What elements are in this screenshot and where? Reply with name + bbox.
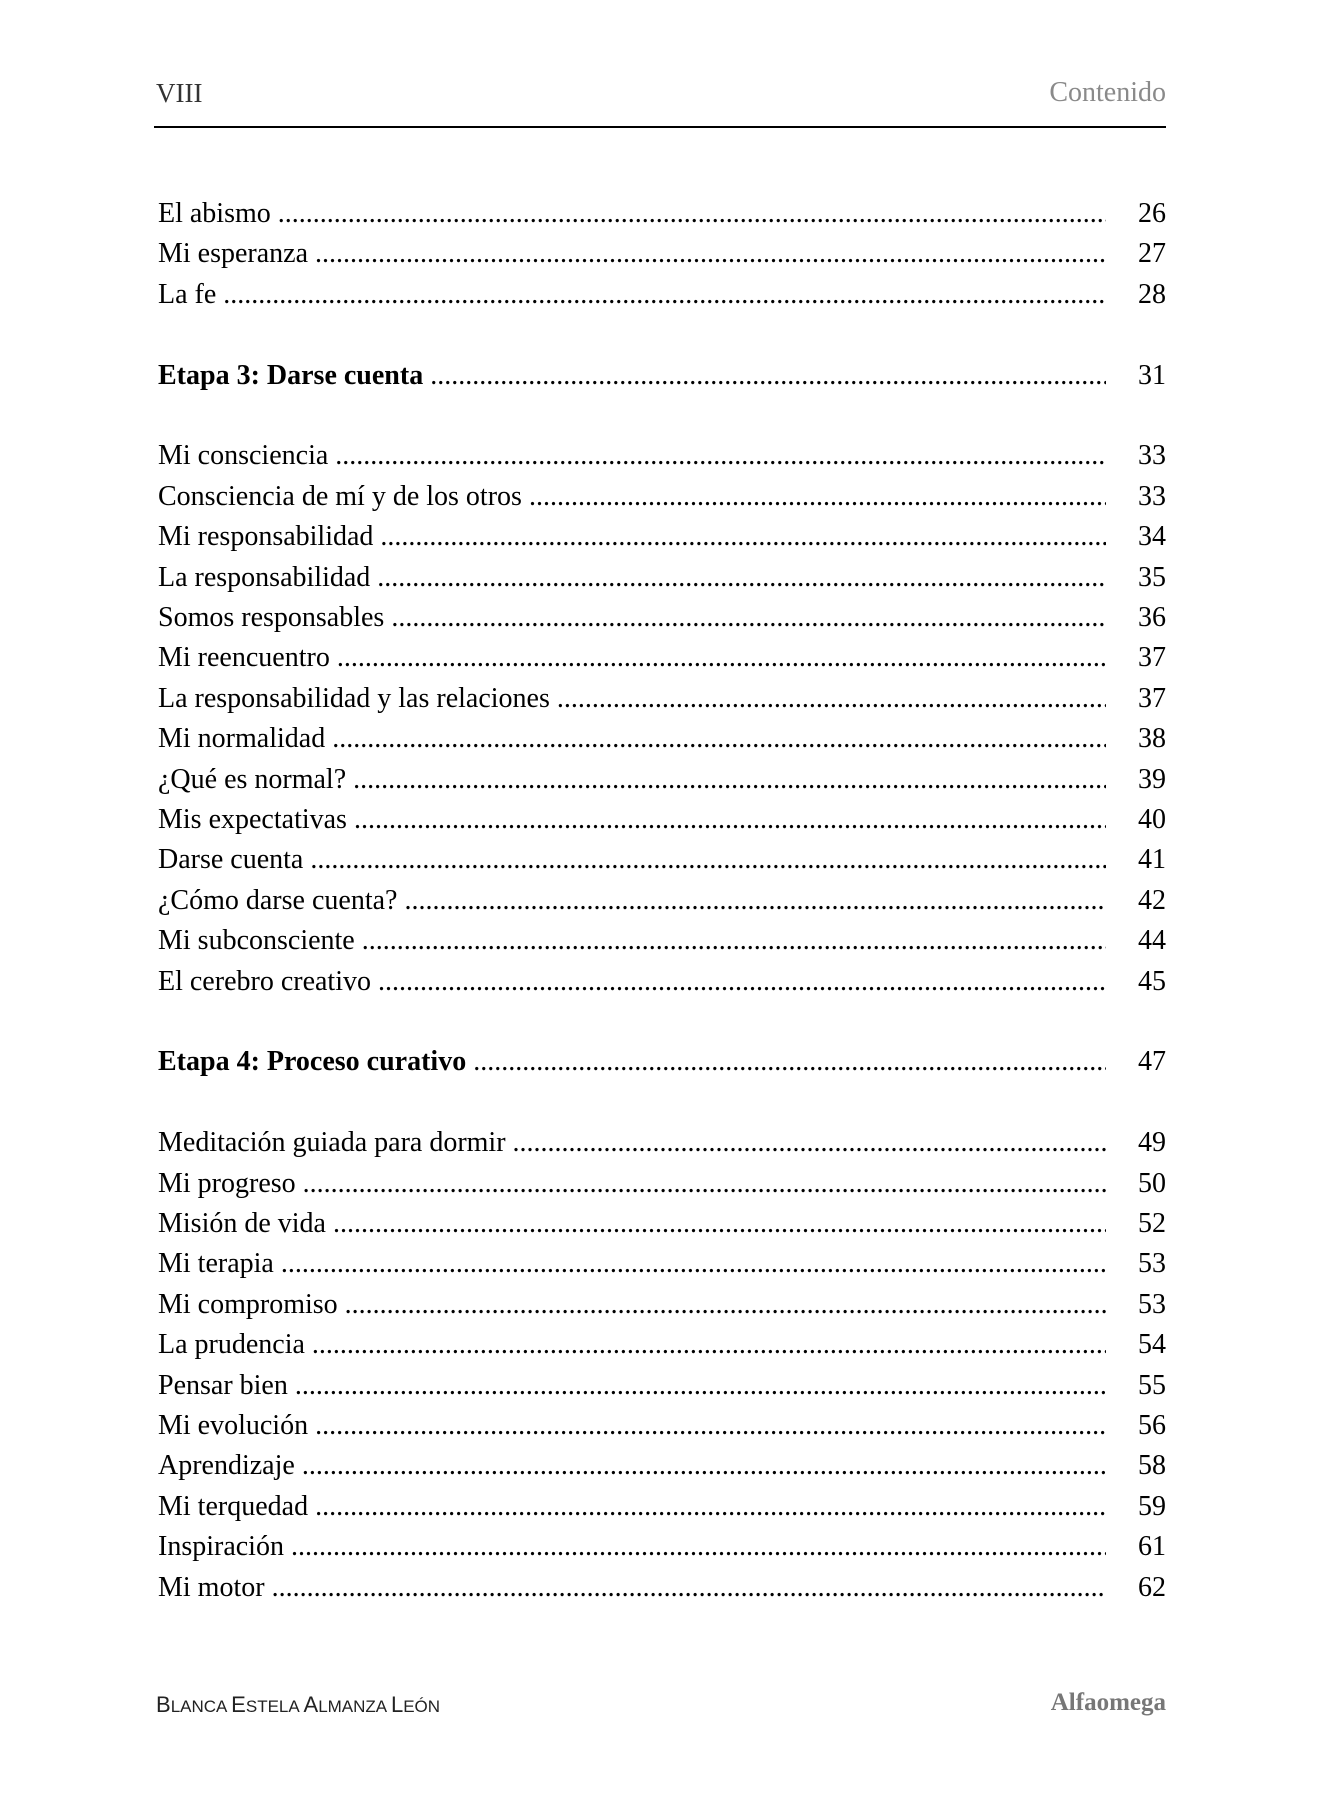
toc-entry-title: Meditación guiada para dormir .....	[158, 1123, 1106, 1163]
toc-entry	[158, 962, 1166, 1002]
toc-entry-title: Somos responsables .....	[158, 598, 1106, 638]
author-name-part: LMANZA	[318, 1697, 391, 1716]
toc-entry	[158, 638, 1166, 678]
toc-entry-page: 53	[1138, 1288, 1166, 1320]
toc-entry-title: Mi reencuentro .....	[158, 638, 1106, 678]
toc-entry-page: 53	[1138, 1248, 1166, 1280]
toc-entry	[158, 1568, 1166, 1608]
toc-entry	[158, 1527, 1166, 1567]
toc-entry-page: 42	[1138, 884, 1166, 916]
toc-entry-title: Mi responsabilidad .....	[158, 517, 1106, 557]
toc-entry-title: ¿Qué es normal? .....	[158, 760, 1106, 800]
toc-entry	[158, 1244, 1166, 1284]
toc-entry-page: 27	[1138, 238, 1166, 270]
toc-entry	[158, 881, 1166, 921]
toc-entry-page: 39	[1138, 763, 1166, 795]
author-name-part: LANCA	[170, 1697, 232, 1716]
toc-entry	[158, 800, 1166, 840]
toc-entry-page: 62	[1138, 1571, 1166, 1603]
toc-entry-page: 34	[1138, 521, 1166, 553]
toc-entry-title: ¿Cómo darse cuenta? .....	[158, 881, 1106, 921]
toc-entry-page: 58	[1138, 1450, 1166, 1482]
toc-entry-title: Mi normalidad .....	[158, 719, 1106, 759]
toc-entry-title: Mi compromiso .....	[158, 1285, 1106, 1325]
author-name-part: B	[156, 1692, 171, 1717]
toc-section-heading	[158, 356, 1166, 396]
header-page-number: VIII	[156, 78, 203, 108]
toc-entry-page: 40	[1138, 804, 1166, 835]
toc-entry-title: Mi motor .....	[158, 1568, 1106, 1608]
toc-entry-title: La responsabilidad .....	[158, 558, 1106, 598]
toc-entry-title: La prudencia .....	[158, 1325, 1106, 1365]
toc-entry-page: 49	[1138, 1127, 1166, 1159]
toc-entry-page: 54	[1138, 1329, 1166, 1361]
toc-entry-title: Misión de vida .....	[158, 1204, 1106, 1244]
footer-author	[156, 1690, 440, 1722]
author-name-part: L	[390, 1692, 404, 1717]
author-name-part: STELA	[245, 1697, 304, 1716]
toc-entry	[158, 194, 1166, 234]
toc-entry-page: 50	[1138, 1167, 1166, 1199]
toc-entry-title: Etapa 3: Darse cuenta .....	[158, 356, 1106, 396]
toc-entry-page: 26	[1138, 198, 1166, 229]
toc-entry-title: Mi consciencia .....	[158, 436, 1106, 476]
toc-entry	[158, 760, 1166, 800]
author-name-part: EÓN	[403, 1697, 441, 1716]
toc-entry	[158, 1406, 1166, 1446]
toc-entry-page: 31	[1138, 359, 1166, 391]
toc-entry	[158, 1487, 1166, 1527]
toc-entry-page: 44	[1138, 925, 1166, 957]
toc-entry-page: 28	[1138, 278, 1166, 310]
toc-entry-title: Consciencia de mí y de los otros .....	[158, 477, 1106, 517]
toc-entry-page: 55	[1138, 1369, 1166, 1401]
toc-entry-page: 56	[1138, 1410, 1166, 1441]
toc-entry-title: Etapa 4: Proceso curativo .....	[158, 1042, 1106, 1082]
footer-publisher: Alfaomega	[1050, 1689, 1166, 1716]
toc-entry	[158, 517, 1166, 557]
author-name-part: E	[231, 1692, 246, 1717]
toc-entry	[158, 1204, 1166, 1244]
toc-entry	[158, 1123, 1166, 1163]
toc-entry-title: Mi terapia .....	[158, 1244, 1106, 1284]
toc-entry	[158, 436, 1166, 476]
toc-entry-title: Darse cuenta .....	[158, 840, 1106, 880]
toc-entry-page: 38	[1138, 723, 1166, 755]
toc-entry-title: La fe .....	[158, 275, 1106, 315]
toc-entry-page: 37	[1138, 682, 1166, 714]
toc-entry-page: 37	[1138, 642, 1166, 674]
toc-entry	[158, 840, 1166, 880]
toc-entry-title: Mis expectativas .....	[158, 800, 1106, 840]
toc-entry-title: Mi progreso .....	[158, 1164, 1106, 1204]
toc-entry	[158, 679, 1166, 719]
toc-entry-page: 59	[1138, 1490, 1166, 1522]
toc-entry	[158, 1446, 1166, 1486]
toc-entry-title: La responsabilidad y las relaciones .....	[158, 679, 1106, 719]
toc-entry	[158, 921, 1166, 961]
toc-entry-title: El abismo .....	[158, 194, 1106, 234]
header-divider	[154, 126, 1166, 128]
toc-entry-page: 33	[1138, 440, 1166, 472]
toc-entry-title: El cerebro creativo .....	[158, 962, 1106, 1002]
toc-entry-page: 35	[1138, 561, 1166, 593]
toc-entry	[158, 719, 1166, 759]
toc-entry-page: 45	[1138, 965, 1166, 997]
toc-section-heading	[158, 1042, 1166, 1082]
toc-entry	[158, 1366, 1166, 1406]
toc-entry	[158, 1164, 1166, 1204]
toc-entry	[158, 234, 1166, 274]
header-section-title: Contenido	[1049, 77, 1166, 108]
toc-entry-title: Mi esperanza .....	[158, 234, 1106, 274]
toc-entry	[158, 1285, 1166, 1325]
toc-entry	[158, 598, 1166, 638]
toc-entry-page: 36	[1138, 602, 1166, 633]
toc-entry-page: 41	[1138, 844, 1166, 876]
toc-entry-title: Pensar bien .....	[158, 1366, 1106, 1406]
toc-entry-page: 47	[1138, 1046, 1166, 1078]
author-name-part: A	[303, 1692, 319, 1717]
toc-entry-page: 52	[1138, 1208, 1166, 1239]
toc-entry-page: 33	[1138, 480, 1166, 512]
toc-entry	[158, 275, 1166, 315]
toc-entry-title: Aprendizaje .....	[158, 1446, 1106, 1486]
toc-entry	[158, 1325, 1166, 1365]
toc-entry-title: Mi terquedad .....	[158, 1487, 1106, 1527]
toc-entry-title: Mi evolución .....	[158, 1406, 1106, 1446]
toc-entry	[158, 477, 1166, 517]
toc-entry	[158, 558, 1166, 598]
toc-entry-title: Inspiración .....	[158, 1527, 1106, 1567]
toc-entry-title: Mi subconsciente .....	[158, 921, 1106, 961]
toc-entry-page: 61	[1138, 1531, 1166, 1563]
